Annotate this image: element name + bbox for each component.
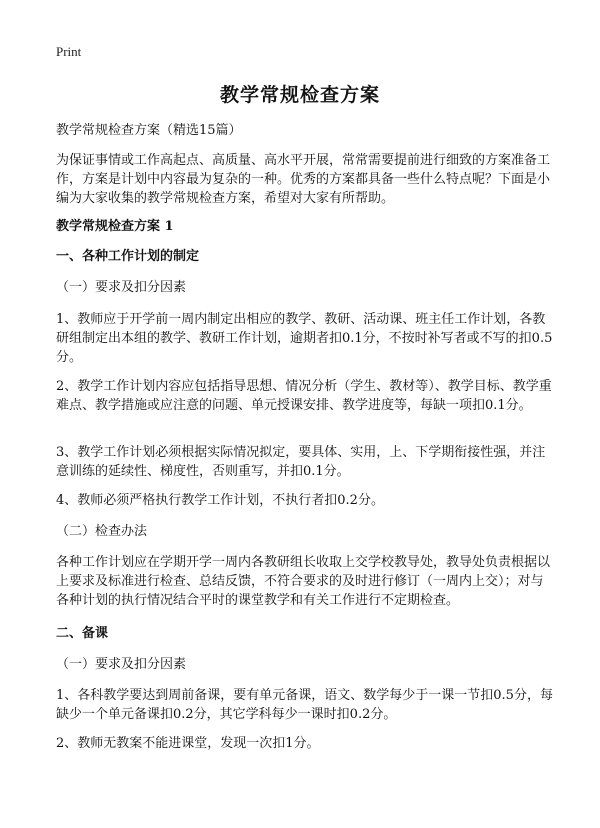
method-paragraph: 各种工作计划应在学期开学一周内各教研组长收取上交学校教导处，教导处负责根据以上要求及标准进行检查、总结反馈，不符合要求的及时进行修订（一周内上交）；对与各种计划的执行情况结合平时的课堂教学和有关工作进行不定期检查。 <box>56 555 551 608</box>
sub-heading: （二）检查办法 <box>56 524 148 539</box>
list-item: 1、各科教学要达到周前备课，要有单元备课，语文、数学每少于一课一节扣0.5分，每缺少一个单元备课扣0.2分，其它学科每少一课时扣0.2分。 <box>56 688 553 722</box>
section-heading: 教学常规检查方案 1 <box>56 219 174 234</box>
list-item: 2、教师无教案不能进课堂，发现一次扣1分。 <box>56 736 320 751</box>
sub-heading: （一）要求及扣分因素 <box>56 280 187 295</box>
print-link[interactable]: Print <box>56 44 82 59</box>
list-item: 4、教师必须严格执行教学工作计划，不执行者扣0.2分。 <box>56 493 384 508</box>
part-heading: 一、各种工作计划的制定 <box>56 249 200 264</box>
subtitle: 教学常规检查方案（精选15篇） <box>56 123 242 138</box>
part-heading: 二、备课 <box>56 626 109 641</box>
list-item: 3、教学工作计划必须根据实际情况拟定，要具体、实用，上、下学期衔接性强，并注意训练的延续性、梯度性，否则重写，并扣0.1分。 <box>56 445 546 479</box>
list-item: 1、教师应于开学前一周内制定出相应的教学、教研、活动课、班主任工作计划，各教研组制定出本组的教学、教研工作计划，逾期者扣0.1分，不按时补写者或不写的扣0.5分。 <box>56 312 553 365</box>
page-title: 教学常规检查方案 <box>219 84 380 106</box>
sub-heading: （一）要求及扣分因素 <box>56 657 187 672</box>
list-item: 2、教学工作计划内容应包括指导思想、情况分析（学生、教材等）、教学目标、教学重难点、教学措施或应注意的问题、单元授课安排、教学进度等，每缺一项扣0.1分。 <box>56 379 552 413</box>
intro-paragraph: 为保证事情或工作高起点、高质量、高水平开展，常常需要提前进行细致的方案准备工作，方案是计划中内容最为复杂的一种。优秀的方案都具备一些什么特点呢？下面是小编为大家收集的教学常规检查方案，希望对大家有所帮助。 <box>56 153 551 206</box>
